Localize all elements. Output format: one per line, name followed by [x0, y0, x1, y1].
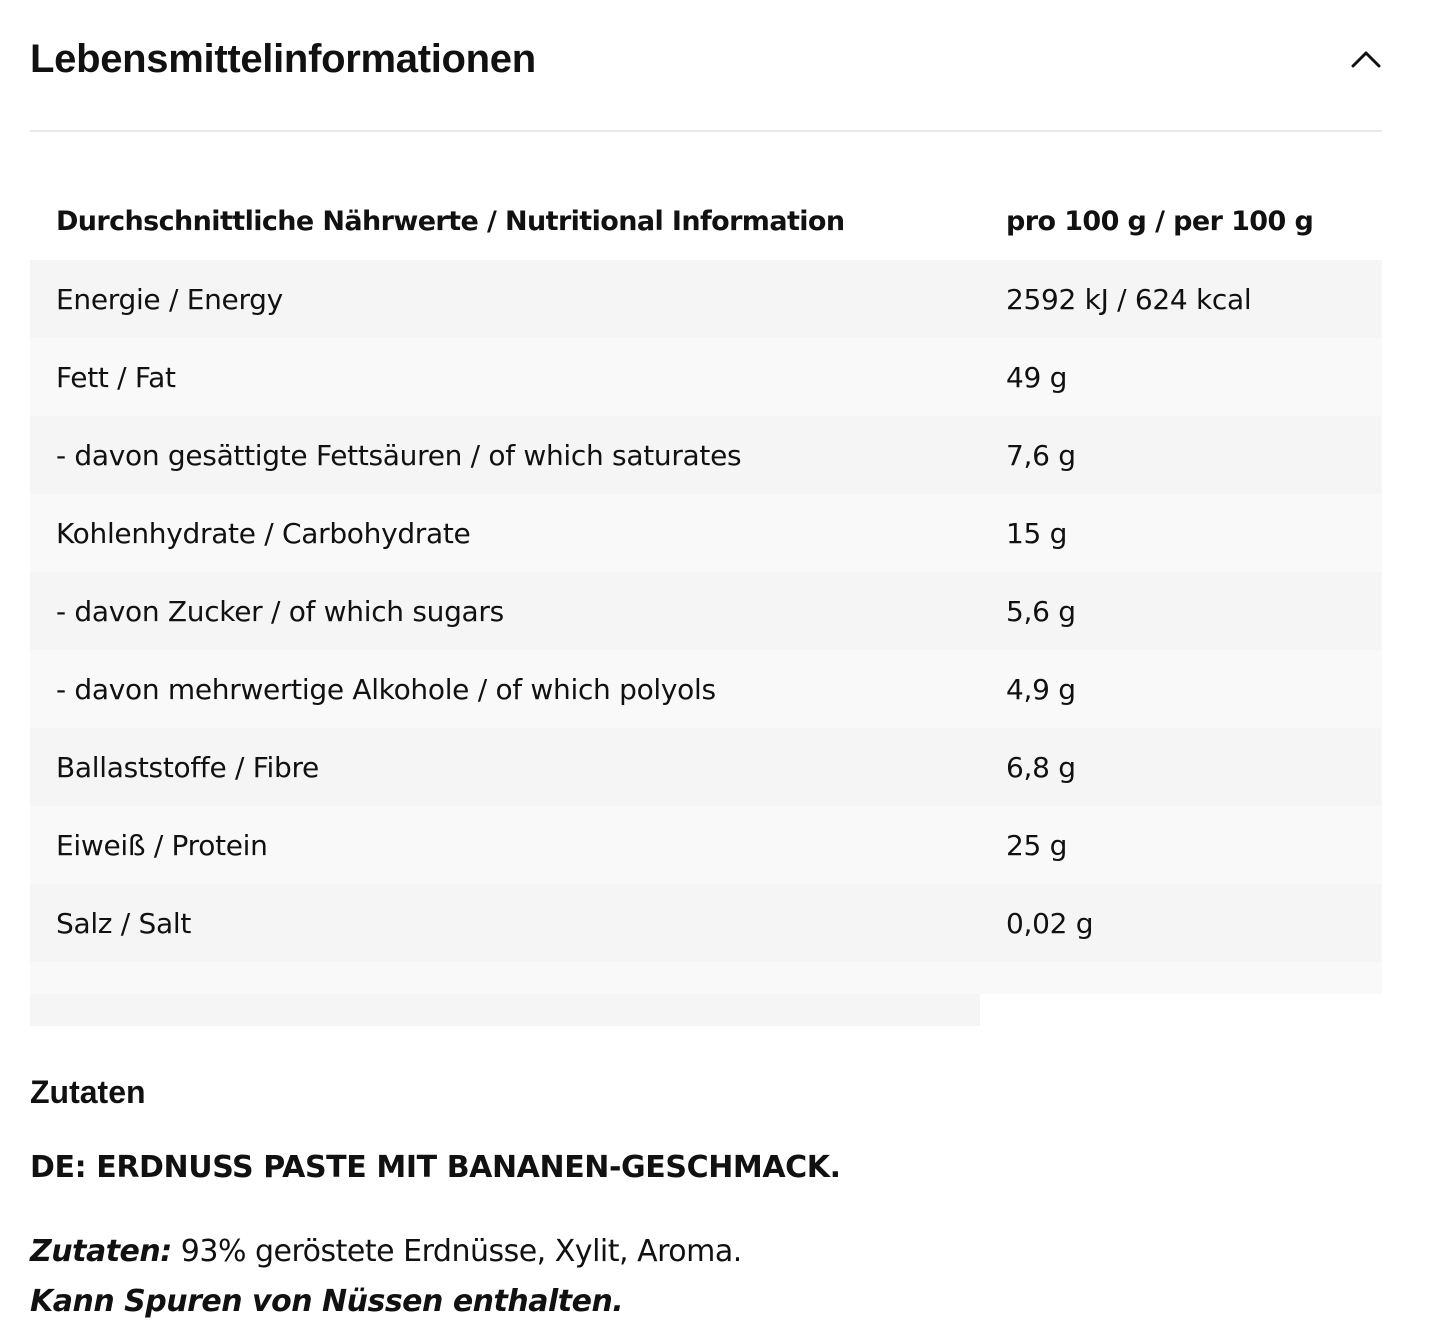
- ingredients-heading: Zutaten: [30, 1074, 146, 1110]
- nutrient-label: Energie / Energy: [30, 260, 980, 338]
- table-empty-row: [30, 994, 980, 1026]
- table-row: [30, 338, 1382, 416]
- table-row: [30, 728, 1382, 806]
- nutrient-value: 2592 kJ / 624 kcal: [980, 260, 1382, 338]
- nutrient-value: 15 g: [980, 494, 1382, 572]
- table-header-label: Durchschnittliche Nährwerte / Nutritional Information: [30, 182, 980, 260]
- nutrient-label: Ballaststoffe / Fibre: [30, 728, 980, 806]
- nutrient-value: 7,6 g: [980, 416, 1382, 494]
- table-row: [30, 572, 1382, 650]
- nutrient-value: 0,02 g: [980, 884, 1382, 962]
- product-description: DE: ERDNUSS PASTE MIT BANANEN-GESCHMACK.: [30, 1150, 841, 1185]
- table-row: [30, 884, 1382, 962]
- section-title: Lebensmittelinformationen: [30, 37, 536, 81]
- nutrient-value: 5,6 g: [980, 572, 1382, 650]
- nutrition-table: [30, 182, 1382, 962]
- chevron-up-icon[interactable]: [1350, 44, 1382, 76]
- nutrient-value: 4,9 g: [980, 650, 1382, 728]
- food-info-section-header[interactable]: [30, 0, 1382, 132]
- table-row: [30, 806, 1382, 884]
- table-row: [30, 494, 1382, 572]
- table-empty-row: [30, 962, 1382, 994]
- nutrient-label: - davon mehrwertige Alkohole / of which polyols: [30, 650, 980, 728]
- nutrient-label: - davon Zucker / of which sugars: [30, 572, 980, 650]
- ingredients-list-text: 93% geröstete Erdnüsse, Xylit, Aroma.: [171, 1234, 742, 1269]
- ingredients-list-label: Zutaten:: [30, 1234, 172, 1269]
- nutrient-label: - davon gesättigte Fettsäuren / of which saturates: [30, 416, 980, 494]
- nutrient-label: Salz / Salt: [30, 884, 980, 962]
- nutrient-value: 25 g: [980, 806, 1382, 884]
- table-header-value: pro 100 g / per 100 g: [980, 182, 1382, 260]
- table-row: [30, 650, 1382, 728]
- table-row: [30, 416, 1382, 494]
- allergen-traces-note: Kann Spuren von Nüssen enthalten.: [30, 1284, 624, 1319]
- table-header-row: [30, 182, 1382, 260]
- nutrient-label: Fett / Fat: [30, 338, 980, 416]
- nutrient-value: 49 g: [980, 338, 1382, 416]
- nutrient-label: Kohlenhydrate / Carbohydrate: [30, 494, 980, 572]
- nutrient-value: 6,8 g: [980, 728, 1382, 806]
- ingredients-list: [30, 1230, 742, 1274]
- table-row: [30, 260, 1382, 338]
- nutrient-label: Eiweiß / Protein: [30, 806, 980, 884]
